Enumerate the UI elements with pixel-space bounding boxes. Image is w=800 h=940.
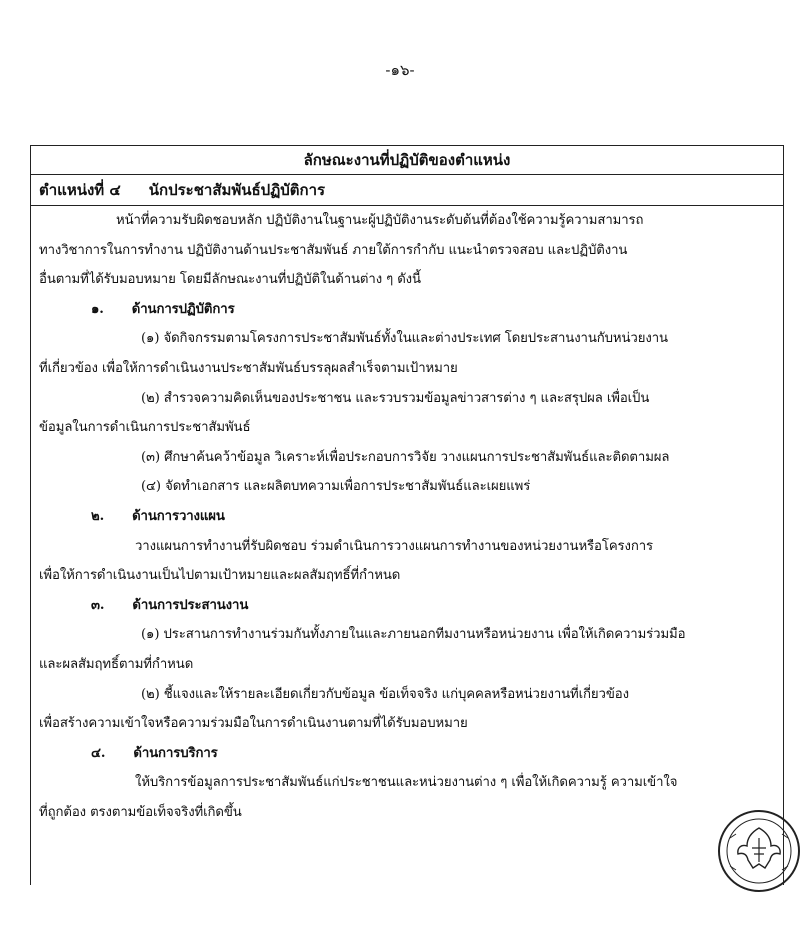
section-number: ๔. bbox=[91, 745, 106, 761]
position-label: ตำแหน่งที่ ๔ bbox=[39, 181, 121, 199]
duties-body bbox=[31, 206, 783, 827]
duties-table bbox=[30, 145, 784, 885]
list-item-continuation: ข้อมูลในการดำเนินการประชาสัมพันธ์ bbox=[39, 420, 251, 436]
section-title: ด้านการประสานงาน bbox=[132, 597, 249, 613]
list-item-continuation: และผลสัมฤทธิ์ตามที่กำหนด bbox=[39, 656, 194, 672]
table-header: ลักษณะงานที่ปฏิบัติของตำแหน่ง bbox=[31, 146, 783, 175]
intro-line: หน้าที่ความรับผิดชอบหลัก ปฏิบัติงานในฐานะผู้ปฏิบัติงานระดับต้นที่ต้องใช้ความรู้ความสามารถ bbox=[116, 213, 644, 228]
list-item-continuation: เพื่อให้การดำเนินงานเป็นไปตามเป้าหมายและผลสัมฤทธิ์ที่กำหนด bbox=[39, 568, 401, 584]
page-number: -๑๖- bbox=[385, 61, 415, 79]
section-number: ๓. bbox=[91, 597, 105, 613]
list-item: (๒) สำรวจความคิดเห็นของประชาชน และรวบรวมข้อมูลข่าวสารต่าง ๆ และสรุปผล เพื่อเป็น bbox=[141, 390, 650, 406]
list-item: (๔) จัดทำเอกสาร และผลิตบทความเพื่อการประชาสัมพันธ์และเผยแพร่ bbox=[141, 479, 531, 495]
section-heading bbox=[39, 591, 775, 621]
list-item: (๒) ชี้แจงและให้รายละเอียดเกี่ยวกับข้อมูล ข้อเท็จจริง แก่บุคคลหรือหน่วยงานที่เกี่ยวข้อง bbox=[141, 686, 629, 702]
official-seal-icon bbox=[716, 808, 800, 894]
list-item-continuation: เพื่อสร้างความเข้าใจหรือความร่วมมือในการดำเนินงานตามที่ได้รับมอบหมาย bbox=[39, 716, 468, 732]
list-item-continuation: ที่เกี่ยวข้อง เพื่อให้การดำเนินงานประชาสัมพันธ์บรรลุผลสำเร็จตามเป้าหมาย bbox=[39, 360, 458, 376]
section-heading bbox=[39, 739, 775, 769]
section-title: ด้านการปฏิบัติการ bbox=[131, 301, 235, 317]
position-name: นักประชาสัมพันธ์ปฏิบัติการ bbox=[148, 181, 326, 199]
position-row bbox=[31, 175, 783, 206]
section-number: ๑. bbox=[91, 301, 104, 317]
list-item: ให้บริการข้อมูลการประชาสัมพันธ์แก่ประชาชนและหน่วยงานต่าง ๆ เพื่อให้เกิดความรู้ ความเข้าใจ bbox=[135, 775, 678, 791]
intro-line: ทางวิชาการในการทำงาน ปฏิบัติงานด้านประชาสัมพันธ์ ภายใต้การกำกับ แนะนำตรวจสอบ และปฏิบัติงาน bbox=[39, 242, 628, 258]
section-title: ด้านการวางแผน bbox=[132, 508, 225, 524]
section-title: ด้านการบริการ bbox=[133, 745, 218, 761]
list-item: (๑) ประสานการทำงานร่วมกันทั้งภายในและภายนอกทีมงานหรือหน่วยงาน เพื่อให้เกิดความร่วมมือ bbox=[141, 627, 686, 643]
section-number: ๒. bbox=[91, 508, 105, 524]
intro-line: อื่นตามที่ได้รับมอบหมาย โดยมีลักษณะงานที่ปฏิบัติในด้านต่าง ๆ ดังนี้ bbox=[39, 272, 421, 288]
section-heading bbox=[39, 502, 775, 532]
section-heading bbox=[39, 295, 775, 325]
list-item-continuation: ที่ถูกต้อง ตรงตามข้อเท็จจริงที่เกิดขึ้น bbox=[39, 804, 242, 820]
list-item: (๓) ศึกษาค้นคว้าข้อมูล วิเคราะห์เพื่อประกอบการวิจัย วางแผนการประชาสัมพันธ์และติดตามผล bbox=[141, 449, 670, 465]
list-item: (๑) จัดกิจกรรมตามโครงการประชาสัมพันธ์ทั้งในและต่างประเทศ โดยประสานงานกับหน่วยงาน bbox=[141, 331, 668, 347]
list-item: วางแผนการทำงานที่รับผิดชอบ ร่วมดำเนินการวางแผนการทำงานของหน่วยงานหรือโครงการ bbox=[135, 538, 654, 554]
